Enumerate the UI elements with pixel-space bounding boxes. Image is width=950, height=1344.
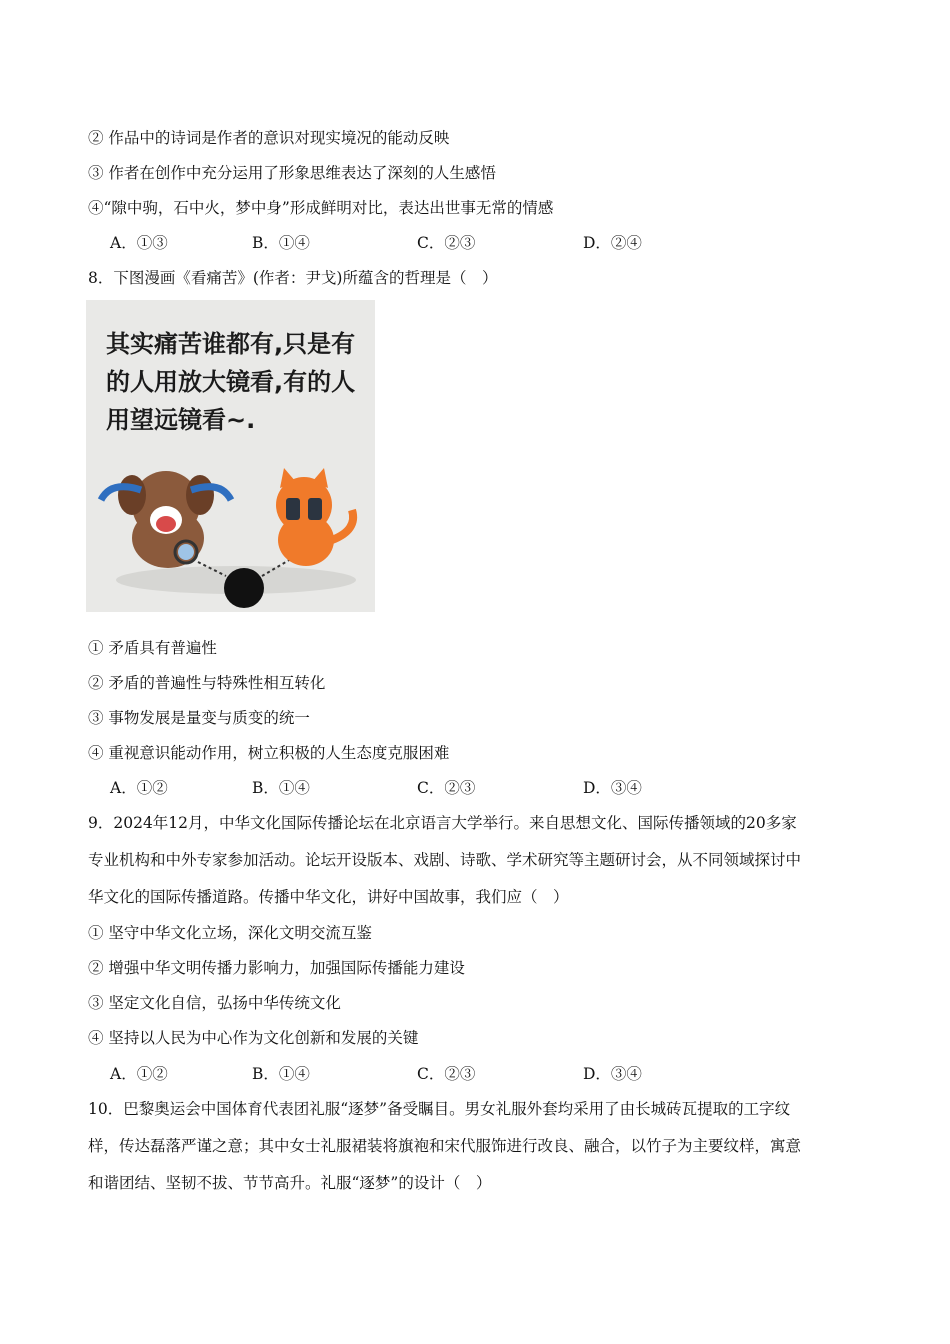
- q7-option-d[interactable]: D．②④: [583, 234, 642, 252]
- q9-statement-2: ② 增强中华文明传播力影响力，加强国际传播能力建设: [88, 959, 465, 977]
- q9-options: [110, 1063, 710, 1085]
- q8-statement-3: ③ 事物发展是量变与质变的统一: [88, 709, 310, 727]
- q7-statement-4: ④“隙中驹，石中火，梦中身”形成鲜明对比，表达出世事无常的情感: [88, 199, 554, 217]
- q9-option-b[interactable]: B．①④: [252, 1065, 310, 1083]
- comic-image: [86, 300, 375, 612]
- q7-option-c[interactable]: C．②③: [417, 234, 476, 252]
- q7-option-a[interactable]: A．①③: [110, 234, 168, 252]
- q8-option-a[interactable]: A．①②: [110, 779, 168, 797]
- q7-statement-3: ③ 作者在创作中充分运用了形象思维表达了深刻的人生感悟: [88, 164, 496, 182]
- q9-stem-line1: 9．2024年12月，中华文化国际传播论坛在北京语言大学举行。来自思想文化、国际传播领域的20多家: [88, 814, 797, 832]
- q9-statement-4: ④ 坚持以人民为中心作为文化创新和发展的关键: [88, 1029, 419, 1047]
- q7-options: [110, 232, 710, 254]
- q8-options: [110, 777, 710, 799]
- q9-stem-line2: 专业机构和中外专家参加活动。论坛开设版本、戏剧、诗歌、学术研究等主题研讨会，从不同领域探讨中: [88, 851, 802, 869]
- comic-caption-line1: 其实痛苦谁都有,只是有: [106, 330, 356, 358]
- q8-statement-4: ④ 重视意识能动作用，树立积极的人生态度克服困难: [88, 744, 450, 762]
- q7-statement-2: ② 作品中的诗词是作者的意识对现实境况的能动反映: [88, 129, 450, 147]
- q8-statement-1: ① 矛盾具有普遍性: [88, 639, 217, 657]
- q8-option-c[interactable]: C．②③: [417, 779, 476, 797]
- crying-dog-icon: [101, 471, 231, 568]
- q8-stem: 8．下图漫画《看痛苦》(作者：尹戈)所蕴含的哲理是（ ）: [88, 269, 498, 287]
- q9-option-a[interactable]: A．①②: [110, 1065, 168, 1083]
- q8-statement-2: ② 矛盾的普遍性与特殊性相互转化: [88, 674, 326, 692]
- comic-caption-line3: 用望远镜看~.: [106, 406, 256, 434]
- q8-option-d[interactable]: D．③④: [583, 779, 642, 797]
- q8-option-b[interactable]: B．①④: [252, 779, 310, 797]
- q10-stem-line2: 样，传达磊落严谨之意；其中女士礼服裙装将旗袍和宋代服饰进行改良、融合，以竹子为主要纹样，寓意: [88, 1137, 802, 1155]
- q9-option-d[interactable]: D．③④: [583, 1065, 642, 1083]
- cat-with-binoculars-icon: [276, 468, 353, 566]
- comic-caption-line2: 的人用放大镜看,有的人: [106, 368, 356, 396]
- q9-statement-1: ① 坚守中华文化立场，深化文明交流互鉴: [88, 924, 372, 942]
- q9-stem-line3: 华文化的国际传播道路。传播中华文化，讲好中国故事，我们应（ ）: [88, 888, 569, 906]
- q9-option-c[interactable]: C．②③: [417, 1065, 476, 1083]
- q7-option-b[interactable]: B．①④: [252, 234, 310, 252]
- q10-stem-line3: 和谐团结、坚韧不拔、节节高升。礼服“逐梦”的设计（ ）: [88, 1174, 492, 1192]
- q10-stem-line1: 10．巴黎奥运会中国体育代表团礼服“逐梦”备受瞩目。男女礼服外套均采用了由长城砖瓦提取的工字纹: [88, 1100, 791, 1118]
- q9-statement-3: ③ 坚定文化自信，弘扬中华传统文化: [88, 994, 341, 1012]
